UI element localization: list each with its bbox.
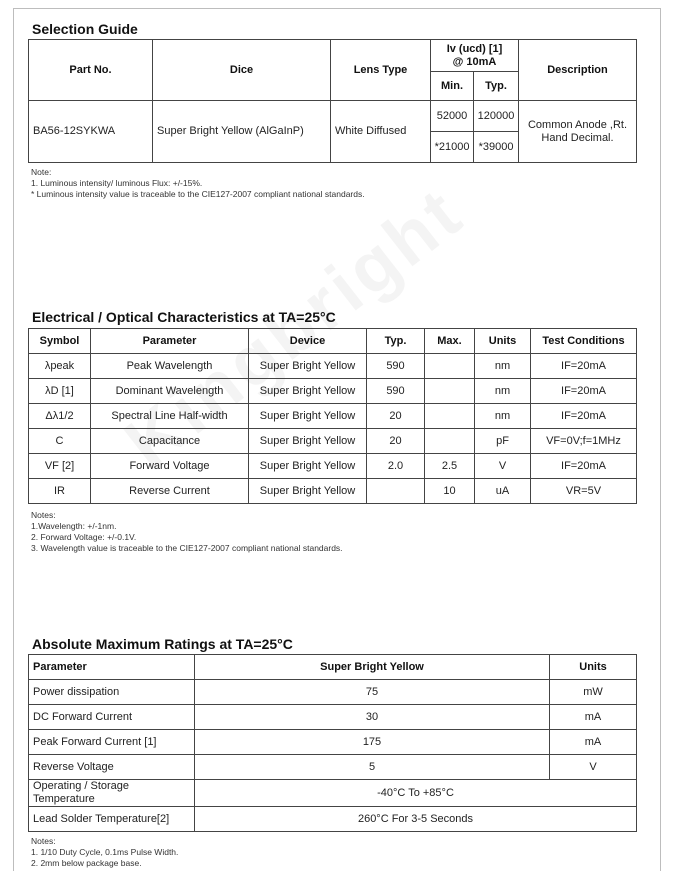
note-line: Notes:: [31, 836, 56, 846]
value-cell: 260°C For 3-5 Seconds: [195, 807, 637, 832]
note-line: 1.Wavelength: +/-1nm.: [31, 521, 117, 531]
absolute-notes: [31, 836, 178, 869]
units-cell: uA: [475, 479, 531, 504]
units-cell: V: [475, 454, 531, 479]
condition-cell: IF=20mA: [531, 379, 637, 404]
device-cell: Super Bright Yellow: [249, 454, 367, 479]
note-line: 2. 2mm below package base.: [31, 858, 142, 868]
table-row: [29, 755, 637, 780]
selection-notes: [31, 167, 365, 200]
table-row: [29, 379, 637, 404]
selection-guide-table: [28, 39, 637, 163]
condition-cell: VF=0V;f=1MHz: [531, 429, 637, 454]
electrical-notes: [31, 510, 343, 554]
iv-typ-cell: 120000: [474, 101, 519, 132]
note-line: 1. 1/10 Duty Cycle, 0.1ms Pulse Width.: [31, 847, 179, 857]
selection-guide-title: Selection Guide: [32, 21, 138, 37]
note-line: 3. Wavelength value is traceable to the CIE127-2007 compliant national standards.: [31, 543, 343, 553]
header-device: Device: [249, 329, 367, 354]
note-line: Note:: [31, 167, 52, 177]
table-row: [29, 730, 637, 755]
device-cell: Super Bright Yellow: [249, 354, 367, 379]
electrical-title: Electrical / Optical Characteristics at TA=25°C: [32, 309, 336, 325]
typ-cell: 20: [367, 429, 425, 454]
parameter-cell: Power dissipation: [29, 680, 195, 705]
device-cell: Super Bright Yellow: [249, 429, 367, 454]
electrical-table: [28, 328, 637, 504]
table-row: [29, 807, 637, 832]
header-min: Min.: [431, 72, 474, 101]
header-iv: [431, 40, 519, 72]
description-cell: Common Anode ,Rt. Hand Decimal.: [519, 101, 637, 163]
absolute-ratings-title: Absolute Maximum Ratings at TA=25°C: [32, 636, 293, 652]
note-line: 1. Luminous intensity/ luminous Flux: +/-15%.: [31, 178, 203, 188]
table-row: [29, 479, 637, 504]
header-part-no: Part No.: [29, 40, 153, 101]
symbol-cell: Δλ1/2: [29, 404, 91, 429]
absolute-ratings-table: [28, 654, 637, 832]
header-units: Units: [475, 329, 531, 354]
table-row: [29, 404, 637, 429]
iv-typ-cell-alt: *39000: [474, 132, 519, 163]
header-iv-label: Iv (ucd) [1]: [446, 42, 503, 55]
units-cell: mW: [550, 680, 637, 705]
header-parameter: Parameter: [91, 329, 249, 354]
units-cell: nm: [475, 354, 531, 379]
parameter-cell: Reverse Voltage: [29, 755, 195, 780]
table-row: [29, 780, 637, 807]
typ-cell: 590: [367, 379, 425, 404]
table-row: [29, 705, 637, 730]
value-cell: 75: [195, 680, 550, 705]
parameter-cell: Spectral Line Half-width: [91, 404, 249, 429]
iv-min-cell: 52000: [431, 101, 474, 132]
parameter-cell: Peak Wavelength: [91, 354, 249, 379]
table-row: [29, 680, 637, 705]
value-cell: 30: [195, 705, 550, 730]
typ-cell: [367, 479, 425, 504]
units-cell: nm: [475, 379, 531, 404]
note-line: Notes:: [31, 510, 56, 520]
value-cell: -40°C To +85°C: [195, 780, 637, 807]
table-row: [29, 354, 637, 379]
header-typ: Typ.: [367, 329, 425, 354]
parameter-cell: DC Forward Current: [29, 705, 195, 730]
header-iv-condition: @ 10mA: [452, 55, 497, 68]
max-cell: [425, 354, 475, 379]
parameter-cell: Capacitance: [91, 429, 249, 454]
parameter-cell: Peak Forward Current [1]: [29, 730, 195, 755]
symbol-cell: C: [29, 429, 91, 454]
header-typ: Typ.: [474, 72, 519, 101]
max-cell: [425, 429, 475, 454]
typ-cell: 590: [367, 354, 425, 379]
lens-cell: White Diffused: [331, 101, 431, 163]
table-row: [29, 429, 637, 454]
max-cell: [425, 404, 475, 429]
header-units: Units: [550, 655, 637, 680]
units-cell: V: [550, 755, 637, 780]
parameter-cell: Forward Voltage: [91, 454, 249, 479]
condition-cell: IF=20mA: [531, 354, 637, 379]
condition-cell: IF=20mA: [531, 454, 637, 479]
max-cell: [425, 379, 475, 404]
header-super-bright-yellow: Super Bright Yellow: [195, 655, 550, 680]
device-cell: Super Bright Yellow: [249, 379, 367, 404]
max-cell: 10: [425, 479, 475, 504]
parameter-cell: Operating / Storage Temperature: [29, 780, 195, 807]
parameter-cell: Dominant Wavelength: [91, 379, 249, 404]
header-max: Max.: [425, 329, 475, 354]
header-lens-type: Lens Type: [331, 40, 431, 101]
units-cell: mA: [550, 730, 637, 755]
device-cell: Super Bright Yellow: [249, 404, 367, 429]
header-symbol: Symbol: [29, 329, 91, 354]
iv-min-cell-alt: *21000: [431, 132, 474, 163]
header-description: Description: [519, 40, 637, 101]
value-cell: 5: [195, 755, 550, 780]
symbol-cell: λD [1]: [29, 379, 91, 404]
note-line: 2. Forward Voltage: +/-0.1V.: [31, 532, 137, 542]
part-number-cell: BA56-12SYKWA: [29, 101, 153, 163]
symbol-cell: λpeak: [29, 354, 91, 379]
condition-cell: IF=20mA: [531, 404, 637, 429]
symbol-cell: VF [2]: [29, 454, 91, 479]
device-cell: Super Bright Yellow: [249, 479, 367, 504]
header-parameter: Parameter: [29, 655, 195, 680]
header-test-conditions: Test Conditions: [531, 329, 637, 354]
typ-cell: 2.0: [367, 454, 425, 479]
dice-cell: Super Bright Yellow (AlGaInP): [153, 101, 331, 163]
value-cell: 175: [195, 730, 550, 755]
typ-cell: 20: [367, 404, 425, 429]
parameter-cell: Reverse Current: [91, 479, 249, 504]
condition-cell: VR=5V: [531, 479, 637, 504]
symbol-cell: IR: [29, 479, 91, 504]
units-cell: pF: [475, 429, 531, 454]
max-cell: 2.5: [425, 454, 475, 479]
note-line: * Luminous intensity value is traceable to the CIE127-2007 compliant national standards.: [31, 189, 365, 199]
units-cell: mA: [550, 705, 637, 730]
units-cell: nm: [475, 404, 531, 429]
parameter-cell: Lead Solder Temperature[2]: [29, 807, 195, 832]
header-dice: Dice: [153, 40, 331, 101]
table-row: [29, 454, 637, 479]
